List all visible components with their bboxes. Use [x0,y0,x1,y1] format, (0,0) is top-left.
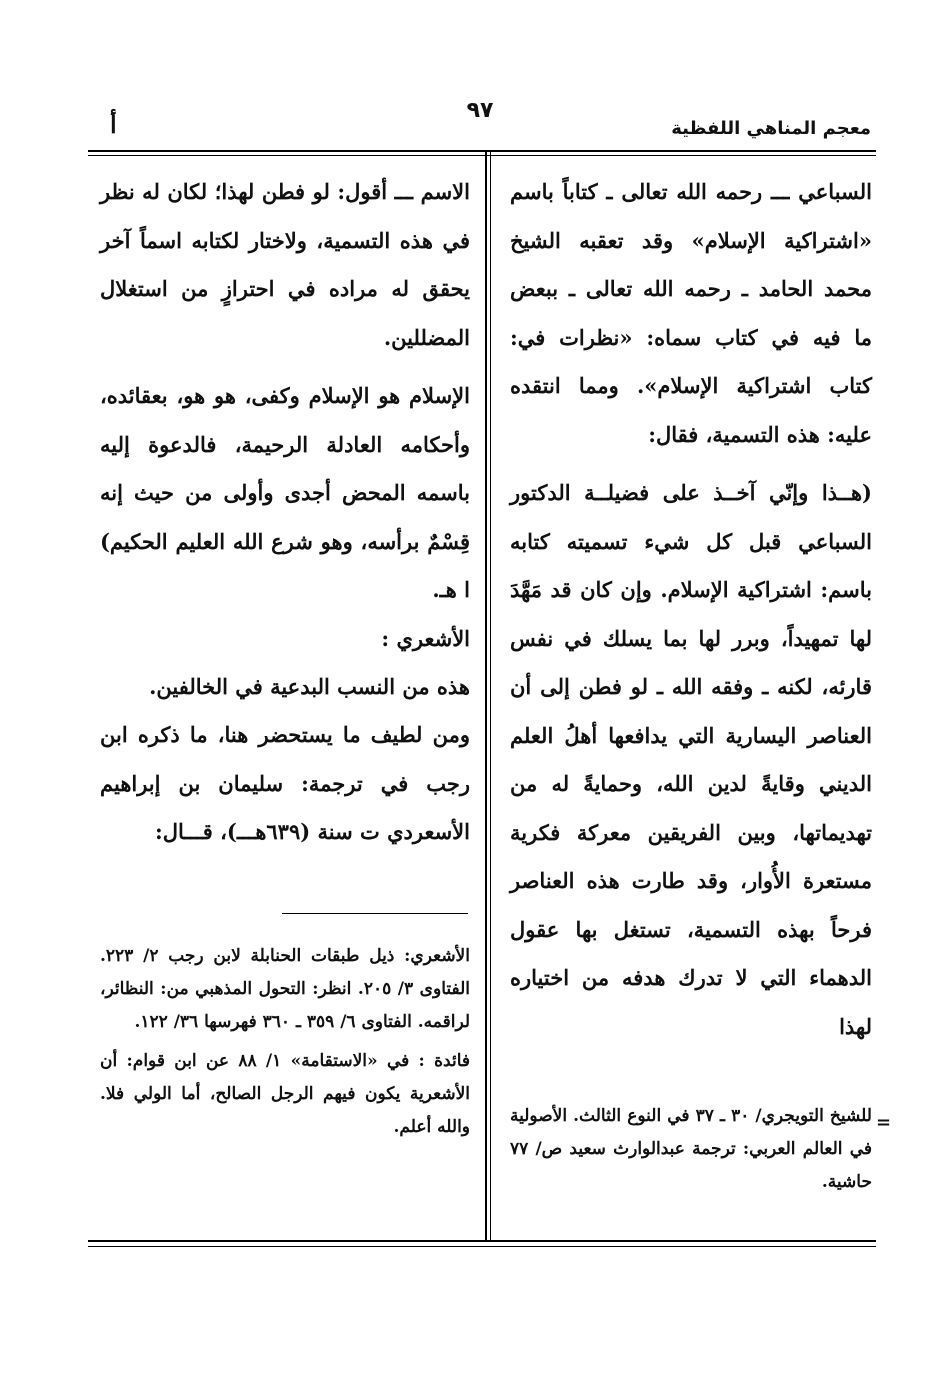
footnote: فائدة : في «الاستقامة» ١/ ٨٨ عن ابن قوام: أن الأشعرية يكون فيهم الرجل الصالح، أما الولي فلا. والله أعلم. [100,1051,471,1137]
left-footnotes [100,940,470,1144]
right-footnote [510,1100,872,1199]
paragraph: (هــذا وإنّي آخــذ على فضيلــة الدكتور السباعي قبل كل شيء تسميته كتابه باسم: اشتراكية الإسلام. وإن كان قد مَهَّدَ لها تمهيداً، وبرر لها بما يسلك في نفس قارئه، لكنه ـ وفقه الله ـ لو فطن إلى أن العناصر اليسارية التي يدافعها أهلُ العلم الديني وقايةً لدين الله، وحمايةً له من تهديماتها، وبين الفريقين معركة فكرية مستعرة الأُوار، وقد طارت هذه العناصر فرحاً بهذه التسمية، تستغل بها عقول الدهماء التي لا تدرك هدفه من اختياره لهذا [510,480,872,1039]
footer-rule-thin [88,1246,876,1247]
footnote: للشيخ التويجري/ ٣٠ ـ ٣٧ في النوع الثالث. الأصولية في العالم العربي: ترجمة عبدالوارث سعيد ص/ ٧٧ حاشية. [510,1106,872,1192]
paragraph: ومن لطيف ما يستحضر هنا، ما ذكره ابن رجب في ترجمة: سليمان بن إبراهيم الأسعردي ت سنة (٦٣٩هـــ)، قـــال: [100,722,470,844]
left-column [100,168,470,857]
column-divider-thin [490,152,491,1242]
header-rule-thin [88,155,876,156]
footer-rule [88,1240,876,1242]
column-divider [485,152,487,1242]
footnote-continuation-mark: = [876,1112,892,1133]
entry-heading: الأشعري : [381,625,470,651]
header-rule [88,150,876,152]
footnote-separator [282,913,468,914]
paragraph: السباعي ـــ رحمه الله تعالى ـ كتاباً باسم «اشتراكية الإسلام» وقد تعقبه الشيخ محمد الحامد ـ رحمه الله تعالى ـ ببعض ما فيه في كتاب سماه: «نظرات في: كتاب اشتراكية الإسلام». ومما انتقده عليه: هذه التسمية، فقال: [510,179,872,447]
running-title: معجم المناهي اللفظية [671,118,871,139]
footnote: الأشعري: ذيل طبقات الحنابلة لابن رجب ٢/ ٢٢٣. الفتاوى ٣/ ٢٠٥. انظر: التحول المذهبي من: النظائر، لراقمه. الفتاوى ٦/ ٣٥٩ ـ ٣٦٠ فهرسها ٣٦/ ١٢٢. [100,946,471,1032]
paragraph: هذه من النسب البدعية في الخالفين. [149,673,470,699]
right-column [510,168,872,1051]
section-letter: أ [110,110,117,139]
paragraph: الاسم ـــ أقول: لو فطن لهذا؛ لكان له نظر في هذه التسمية، ولاختار لكتابه اسماً آخر يحقق له مراده في احترازٍ من استغلال المضللين. [100,179,470,350]
paragraph: الإسلام هو الإسلام وكفى، هو هو، بعقائده، وأحكامه العادلة الرحيمة، فالدعوة إليه باسمه المحض أجدى وأولى من حيث إنه قِسْمٌ برأسه، وهو شرع الله العليم الحكيم) ا هـ. [100,383,470,602]
page-number: ٩٧ [466,98,494,123]
